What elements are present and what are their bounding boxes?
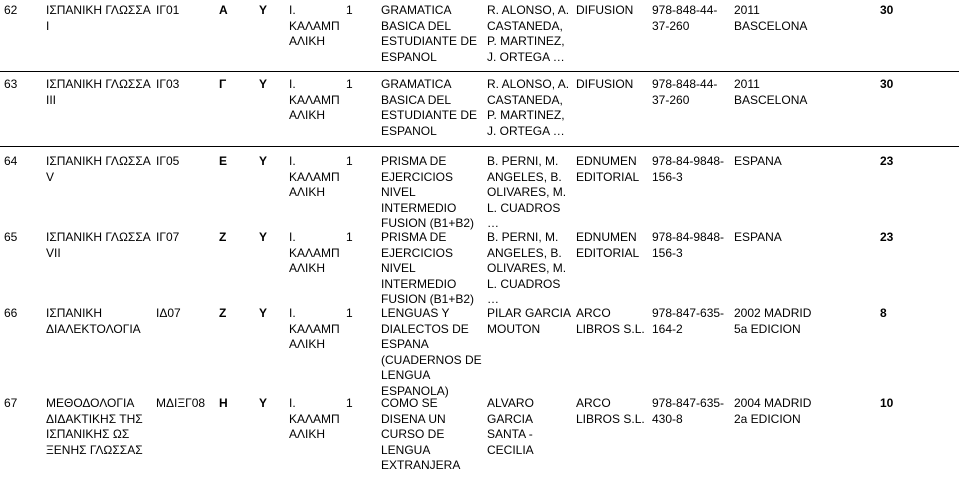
semester: Ε [219, 154, 228, 168]
book-authors: R. ALONSO, A. CASTANEDA, P. MARTINEZ, J. ORTEGA … [487, 77, 570, 138]
book-title: GRAMATICA BASICA DEL ESTUDIANTE DE ESPANOL [381, 77, 478, 138]
instructor: Ι. ΚΑΛΑΜΠ ΑΛΙΚΗ [289, 3, 340, 48]
semester: Α [219, 3, 228, 17]
course-type: Υ [259, 306, 268, 320]
book-authors: PILAR GARCIA MOUTON [487, 306, 572, 336]
course-code: ΜΔΙΞΓ08 [156, 396, 206, 410]
course-type: Υ [259, 154, 268, 168]
course-name: ΙΣΠΑΝΙΚΗ ΔΙΑΛΕΚΤΟΛΟΓΙΑ [46, 306, 141, 336]
publisher: DIFUSION [576, 77, 634, 91]
semester: Ζ [219, 230, 227, 244]
publisher: ARCO LIBROS S.L. [576, 306, 645, 336]
instructor: Ι. ΚΑΛΑΜΠ ΑΛΙΚΗ [289, 396, 340, 441]
row-number: 67 [4, 396, 18, 410]
book-title: COMO SE DISENA UN CURSO DE LENGUA EXTRANJERA [381, 396, 461, 472]
isbn: 978-848-44- 37-260 [652, 77, 718, 107]
isbn: 978-84-9848- 156-3 [652, 230, 725, 260]
year-place: 2004 MADRID 2a EDICION [734, 396, 812, 426]
row-divider [0, 71, 959, 72]
book-count: 1 [346, 230, 353, 244]
row-number: 63 [4, 77, 18, 91]
copies-count: 23 [880, 154, 894, 168]
semester: Γ [219, 77, 227, 91]
publisher: ARCO LIBROS S.L. [576, 396, 645, 426]
course-code: ΙΓ07 [156, 230, 180, 244]
book-count: 1 [346, 306, 353, 320]
course-code: ΙΓ01 [156, 3, 180, 17]
book-authors: B. PERNI, M. ANGELES, B. OLIVARES, M. L. CUADROS … [487, 230, 567, 306]
book-title: GRAMATICA BASICA DEL ESTUDIANTE DE ESPANOL [381, 3, 478, 64]
course-name: ΙΣΠΑΝΙΚΗ ΓΛΩΣΣΑ VII [46, 230, 151, 260]
row-number: 62 [4, 3, 18, 17]
book-count: 1 [346, 396, 353, 410]
course-code: ΙΓ03 [156, 77, 180, 91]
semester: Ζ [219, 306, 227, 320]
course-type: Υ [259, 230, 268, 244]
course-name: ΜΕΘΟΔΟΛΟΓΙΑ ΔΙΔΑΚΤΙΚΗΣ ΤΗΣ ΙΣΠΑΝΙΚΗΣ ΩΣ ΞΕΝΗΣ ΓΛΩΣΣΑΣ [46, 396, 143, 457]
course-name: ΙΣΠΑΝΙΚΗ ΓΛΩΣΣΑ Ι [46, 3, 151, 33]
row-number: 64 [4, 154, 18, 168]
isbn: 978-848-44- 37-260 [652, 3, 718, 33]
year-place: 2002 MADRID 5a EDICION [734, 306, 812, 336]
row-number: 66 [4, 306, 18, 320]
course-name: ΙΣΠΑΝΙΚΗ ΓΛΩΣΣΑ V [46, 154, 151, 184]
row-divider [0, 146, 959, 147]
book-count: 1 [346, 154, 353, 168]
isbn: 978-84-9848- 156-3 [652, 154, 725, 184]
instructor: Ι. ΚΑΛΑΜΠ ΑΛΙΚΗ [289, 154, 340, 199]
course-type: Υ [259, 396, 268, 410]
book-authors: B. PERNI, M. ANGELES, B. OLIVARES, M. L. CUADROS … [487, 154, 567, 230]
course-code: ΙΔ07 [156, 306, 181, 320]
semester: Η [219, 396, 228, 410]
course-type: Υ [259, 77, 268, 91]
copies-count: 30 [880, 3, 894, 17]
year-place: 2011 BASCELONA [734, 77, 808, 107]
course-name: ΙΣΠΑΝΙΚΗ ΓΛΩΣΣΑ ΙΙΙ [46, 77, 151, 107]
row-number: 65 [4, 230, 18, 244]
copies-count: 23 [880, 230, 894, 244]
publisher: EDNUMEN EDITORIAL [576, 230, 640, 260]
year-place: ESPANA [734, 154, 782, 168]
instructor: Ι. ΚΑΛΑΜΠ ΑΛΙΚΗ [289, 77, 340, 122]
year-place: 2011 BASCELONA [734, 3, 808, 33]
instructor: Ι. ΚΑΛΑΜΠ ΑΛΙΚΗ [289, 306, 340, 351]
copies-count: 8 [880, 306, 887, 320]
course-code: ΙΓ05 [156, 154, 180, 168]
copies-count: 10 [880, 396, 894, 410]
book-title: PRISMA DE EJERCICIOS NIVEL INTERMEDIO FUSION (B1+B2) [381, 154, 475, 230]
book-authors: ALVARO GARCIA SANTA - CECILIA [487, 396, 534, 457]
copies-count: 30 [880, 77, 894, 91]
book-authors: R. ALONSO, A. CASTANEDA, P. MARTINEZ, J. ORTEGA … [487, 3, 570, 64]
course-type: Υ [259, 3, 268, 17]
instructor: Ι. ΚΑΛΑΜΠ ΑΛΙΚΗ [289, 230, 340, 275]
book-title: PRISMA DE EJERCICIOS NIVEL INTERMEDIO FUSION (B1+B2) [381, 230, 475, 306]
isbn: 978-847-635- 430-8 [652, 396, 725, 426]
book-title: LENGUAS Y DIALECTOS DE ESPANA (CUADERNOS DE LENGUA ESPANOLA) [381, 306, 482, 398]
book-count: 1 [346, 3, 353, 17]
book-count: 1 [346, 77, 353, 91]
publisher: EDNUMEN EDITORIAL [576, 154, 640, 184]
isbn: 978-847-635- 164-2 [652, 306, 725, 336]
year-place: ESPANA [734, 230, 782, 244]
publisher: DIFUSION [576, 3, 634, 17]
